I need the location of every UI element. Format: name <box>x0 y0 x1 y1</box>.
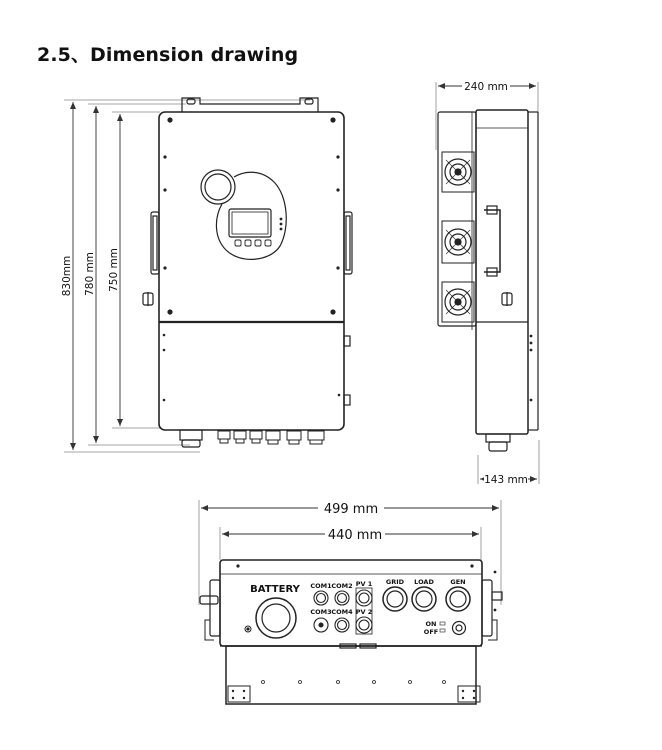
battery-label: BATTERY <box>250 584 300 595</box>
load-label: LOAD <box>414 578 434 586</box>
pv2-port <box>356 617 372 633</box>
fan-middle <box>442 221 474 263</box>
dim-label-780: 780 mm <box>84 252 96 296</box>
com2-label: COM2 <box>331 582 353 590</box>
pv1-label: PV 1 <box>355 580 373 588</box>
com3-label: COM3 <box>310 608 332 616</box>
dim-label-240: 240 mm <box>464 81 508 93</box>
gen-label: GEN <box>450 578 466 586</box>
grid-label: GRID <box>385 578 405 586</box>
dim-label-440: 440 mm <box>327 528 383 543</box>
dim-label-143: 143 mm <box>484 474 528 486</box>
dim-label-499: 499 mm <box>323 502 379 517</box>
power-switch <box>453 622 466 635</box>
dim-label-830: 830mm <box>61 255 73 297</box>
side-view <box>436 82 539 484</box>
switch-off-label: OFF <box>423 628 439 636</box>
com1-label: COM1 <box>310 582 332 590</box>
fan-top <box>442 152 474 192</box>
switch-on-label: ON <box>425 620 437 628</box>
dim-label-750: 750 mm <box>108 248 120 292</box>
pv2-label: PV 2 <box>355 608 373 616</box>
pv1-port <box>356 590 372 606</box>
com4-label: COM4 <box>331 608 353 616</box>
page-title: 2.5、Dimension drawing <box>37 44 299 66</box>
fan-bottom <box>442 282 474 322</box>
